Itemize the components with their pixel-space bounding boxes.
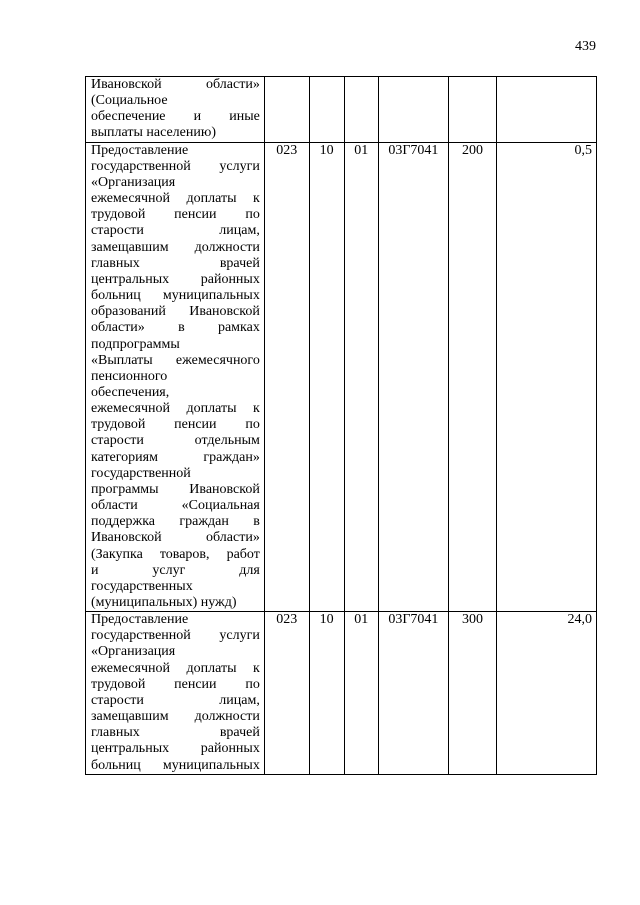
row-name-line: (Социальное bbox=[91, 93, 168, 109]
page-number: 439 bbox=[575, 39, 596, 54]
row-name-line: образований Ивановской bbox=[91, 304, 260, 320]
row-name-line: обеспечения, bbox=[91, 384, 170, 400]
row-name-line: категориям граждан» bbox=[91, 449, 260, 465]
row-name-line: замещавшим должности bbox=[91, 239, 260, 255]
row-name-line: «Организация bbox=[91, 644, 176, 660]
row-name-line: программы Ивановской bbox=[91, 481, 260, 497]
row-name-line: Ивановской области» bbox=[91, 530, 260, 546]
row-name-line: (Закупка товаров, работ bbox=[91, 546, 260, 562]
row-expense-type-cell: 200 bbox=[448, 142, 496, 612]
row-name-line: и услуг для bbox=[91, 562, 260, 578]
budget-table-body bbox=[86, 77, 597, 775]
row-name-line: старости отдельным bbox=[91, 433, 260, 449]
row-name-line: области «Социальная bbox=[91, 498, 260, 514]
table-row bbox=[86, 77, 597, 143]
row-code-cell: 023 bbox=[264, 142, 309, 612]
row-name-line: главных врачей bbox=[91, 725, 260, 741]
row-name-line: центральных районных bbox=[91, 271, 260, 287]
row-expense-type-cell bbox=[448, 77, 496, 143]
row-name-line: государственной bbox=[91, 465, 191, 481]
row-name-line: замещавшим должности bbox=[91, 709, 260, 725]
row-section-cell bbox=[309, 77, 344, 143]
row-name-line: трудовой пенсии по bbox=[91, 417, 260, 433]
row-name-line: государственных bbox=[91, 578, 193, 594]
row-expense-type-cell: 300 bbox=[448, 612, 496, 775]
row-name-line: старости лицам, bbox=[91, 692, 260, 708]
table-row bbox=[86, 612, 597, 775]
row-name-line: «Выплаты ежемесячного bbox=[91, 352, 260, 368]
row-article-cell bbox=[378, 77, 448, 143]
row-name-line: Предоставление bbox=[91, 612, 189, 628]
row-name-line: главных врачей bbox=[91, 255, 260, 271]
table-row bbox=[86, 142, 597, 612]
row-name-line: поддержка граждан в bbox=[91, 514, 260, 530]
row-name-line: старости лицам, bbox=[91, 223, 260, 239]
row-name-line: пенсионного bbox=[91, 368, 168, 384]
row-amount-cell: 24,0 bbox=[496, 612, 596, 775]
row-subsection-cell: 01 bbox=[344, 612, 378, 775]
row-section-cell: 10 bbox=[309, 142, 344, 612]
row-subsection-cell: 01 bbox=[344, 142, 378, 612]
row-name-line: трудовой пенсии по bbox=[91, 207, 260, 223]
row-name-line: Ивановской области» bbox=[91, 77, 260, 92]
row-name-line: больниц муниципальных bbox=[91, 757, 260, 773]
row-name-line: государственной услуги bbox=[91, 628, 260, 644]
row-code-cell bbox=[264, 77, 309, 143]
row-article-cell: 03Г7041 bbox=[378, 612, 448, 775]
row-name-line: «Организация bbox=[91, 174, 176, 190]
row-name-line: (муниципальных) нужд) bbox=[91, 595, 237, 610]
row-name-line: больниц муниципальных bbox=[91, 288, 260, 304]
row-name-line: подпрограммы bbox=[91, 336, 180, 352]
row-name-line: ежемесячной доплаты к bbox=[91, 191, 260, 207]
row-name-line: ежемесячной доплаты к bbox=[91, 401, 260, 417]
row-name-line: государственной услуги bbox=[91, 158, 260, 174]
row-name-line: Предоставление bbox=[91, 142, 189, 158]
row-name-line: ежемесячной доплаты к bbox=[91, 660, 260, 676]
row-article-cell: 03Г7041 bbox=[378, 142, 448, 612]
row-code-cell: 023 bbox=[264, 612, 309, 775]
budget-table bbox=[85, 76, 597, 775]
row-amount-cell bbox=[496, 77, 596, 143]
row-name-cell bbox=[86, 142, 265, 612]
row-name-line: центральных районных bbox=[91, 741, 260, 757]
row-name-cell bbox=[86, 77, 265, 143]
row-subsection-cell bbox=[344, 77, 378, 143]
row-name-line: выплаты населению) bbox=[91, 125, 216, 141]
row-name-line: обеспечение и иные bbox=[91, 109, 260, 125]
row-section-cell: 10 bbox=[309, 612, 344, 775]
row-name-cell bbox=[86, 612, 265, 775]
row-name-line: трудовой пенсии по bbox=[91, 676, 260, 692]
row-name-line: области» в рамках bbox=[91, 320, 260, 336]
row-amount-cell: 0,5 bbox=[496, 142, 596, 612]
